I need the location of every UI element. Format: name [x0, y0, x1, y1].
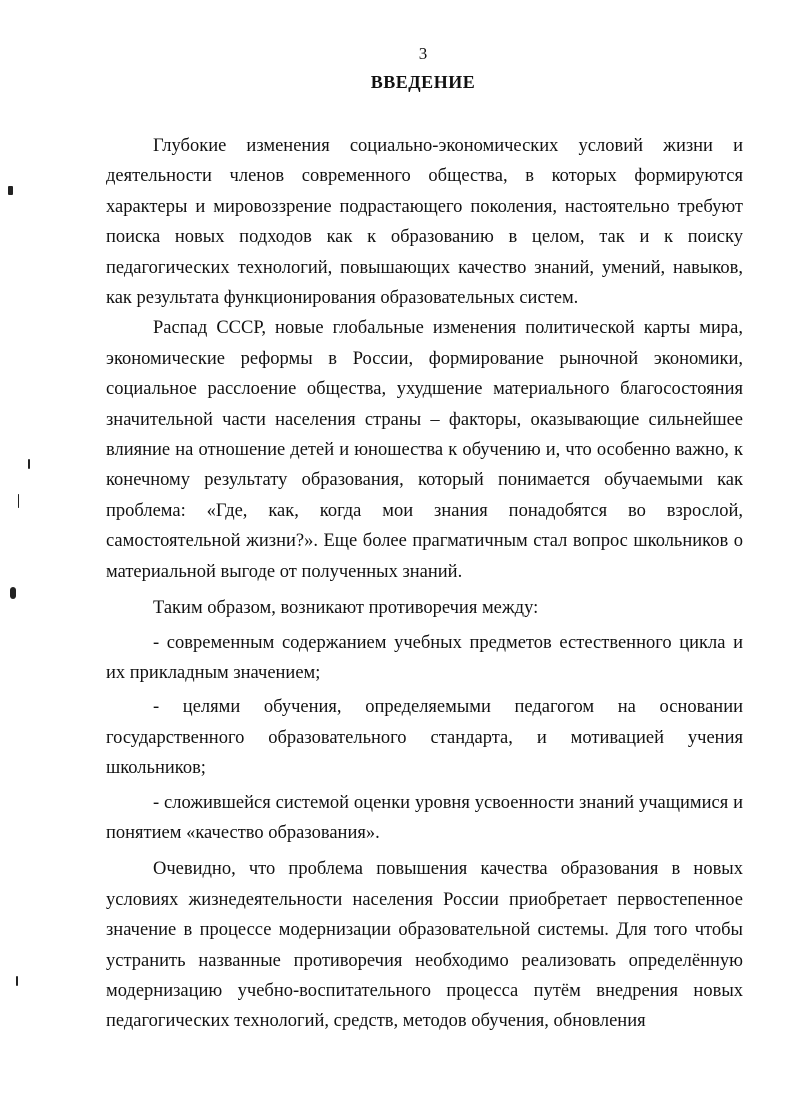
- document-body: [106, 131, 743, 1037]
- list-item-contradiction-1: - современным содержанием учебных предметов естественного цикла и их прикладным значением;: [106, 632, 743, 683]
- scan-artifact-mark: [18, 494, 19, 508]
- page-title: ВВЕДЕНИЕ: [370, 72, 476, 92]
- list-item-contradiction-3: - сложившейся системой оценки уровня усвоенности знаний учащимися и понятием «качество образования».: [106, 792, 743, 843]
- scan-artifact-mark: [10, 587, 16, 599]
- list-item-contradiction-2: - целями обучения, определяемыми педагогом на основании государственного образовательного стандарта, и мотивацией учения школьников;: [106, 697, 743, 779]
- scan-artifact-mark: [28, 459, 30, 469]
- scan-artifact-mark: [8, 186, 13, 195]
- scan-artifact-mark: [16, 976, 18, 986]
- paragraph-contradictions-lead: Таким образом, возникают противоречия между:: [153, 598, 539, 619]
- page-number: 3: [418, 44, 428, 63]
- paragraph-ussr-collapse: Распад СССР, новые глобальные изменения политической карты мира, экономические реформы в России, формирование рыночной экономики, социальное расслоение общества, ухудшение материального благосостояния значительной части населения страны – факторы, оказывающие сильнейшее влияние на отношение детей и юношества к обучению и, что особенно важно, к конечному результату образования, который понимается обучаемыми как проблема: «Где, как, когда мои знания понадобятся во взрослой, самостоятельной жизни?». Еще более прагматичным стал вопрос школьников о материальной выгоде от полученных знаний.: [106, 318, 743, 582]
- paragraph-intro: Глубокие изменения социально-экономических условий жизни и деятельности членов современного общества, в которых формируются характеры и мировоззрение подрастающего поколения, настоятельно требуют поиска новых подходов как к образованию в целом, так и к поиску педагогических технологий, повышающих качество знаний, умений, навыков, как результата функционирования образовательных систем.: [106, 136, 743, 309]
- paragraph-conclusion: Очевидно, что проблема повышения качества образования в новых условиях жизнедеятельности населения России приобретает первостепенное значение в процессе модернизации образовательной системы. Для того чтобы устранить названные противоречия необходимо реализовать определённую модернизацию учебно-воспитательного процесса путём внедрения новых педагогических технологий, средств, методов обучения, обновления: [106, 859, 743, 1032]
